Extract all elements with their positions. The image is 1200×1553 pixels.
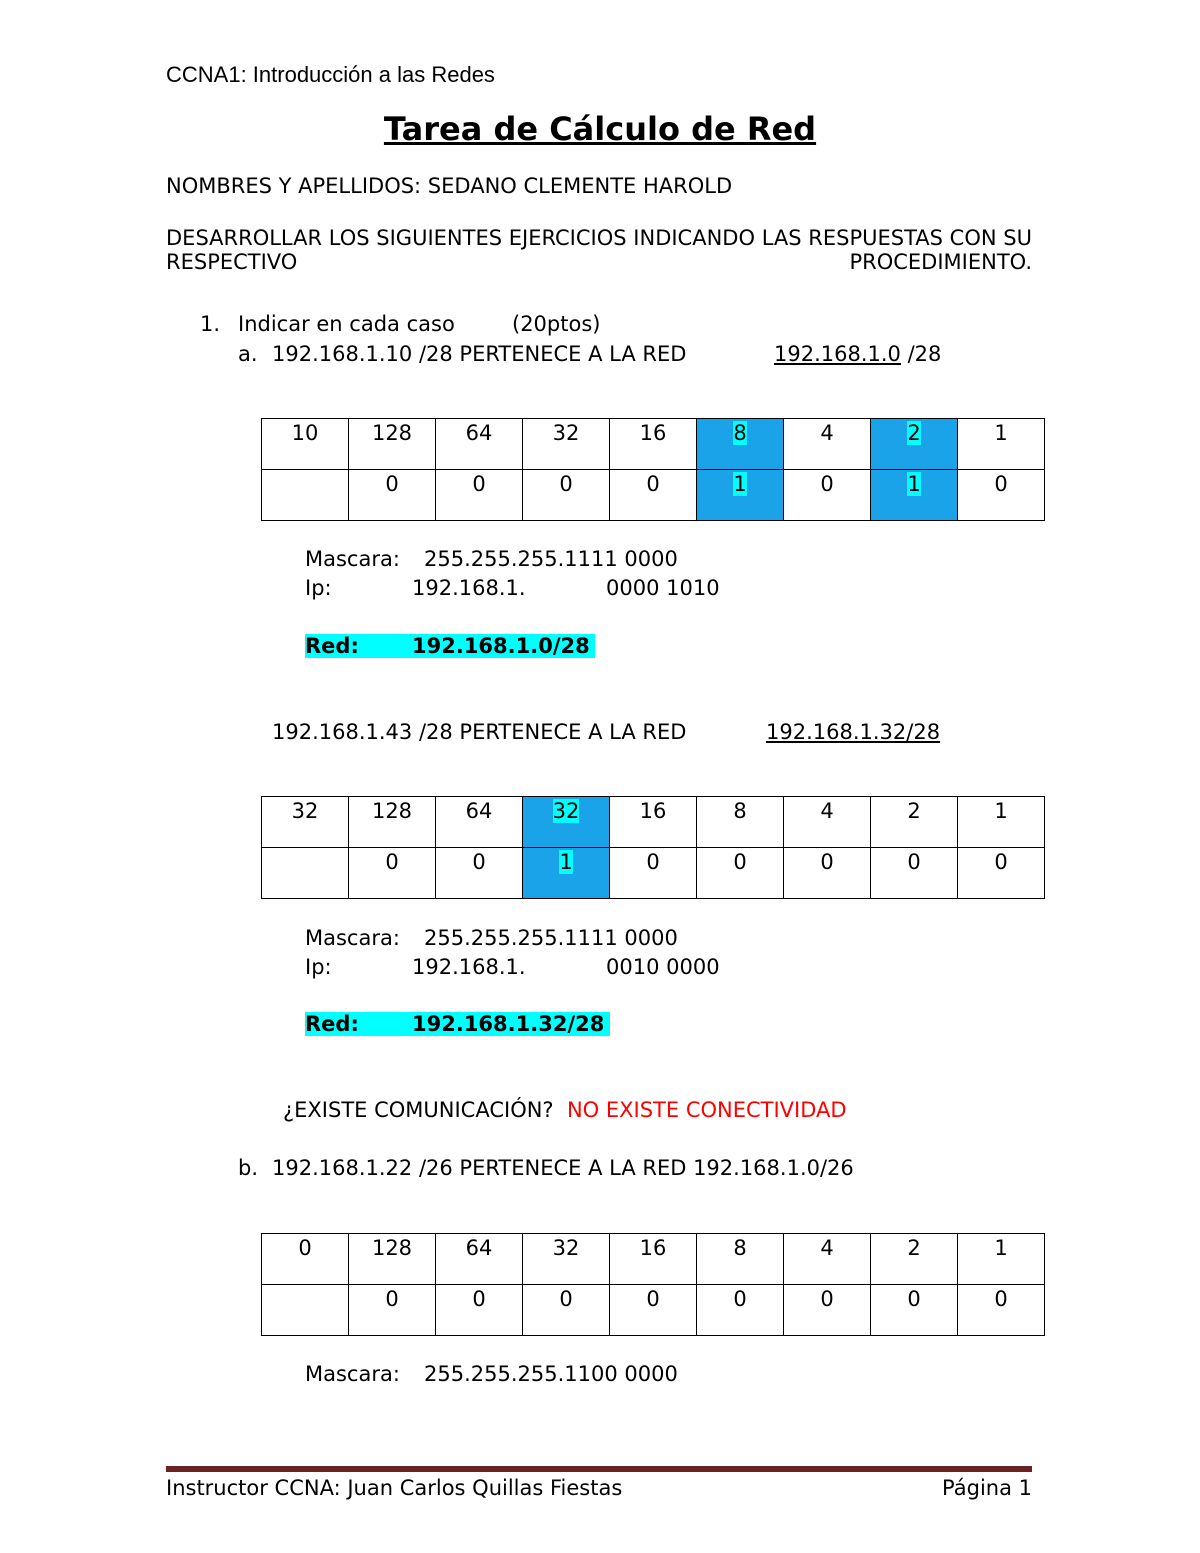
table-cell: 8 xyxy=(697,797,784,848)
table-row xyxy=(262,1234,1045,1285)
table-cell: 128 xyxy=(349,797,436,848)
part-b-mask-value: 255.255.255.1100 0000 xyxy=(424,1362,678,1386)
ip2-ip-label: Ip: xyxy=(305,955,332,979)
footer-divider xyxy=(166,1466,1032,1472)
bit-table-ip1 xyxy=(261,418,1045,521)
part-b-letter: b. xyxy=(238,1156,259,1180)
ip1-network-result xyxy=(305,634,595,658)
table-cell: 8 xyxy=(697,1234,784,1285)
part-b-statement: 192.168.1.22 /26 PERTENECE A LA RED 192.168.1.0/26 xyxy=(272,1156,854,1180)
table-cell: 0 xyxy=(958,470,1045,521)
table-cell: 0 xyxy=(958,848,1045,899)
part-a-ip1-answer xyxy=(774,342,941,366)
red-label: Red: xyxy=(305,634,359,658)
table-cell-highlighted xyxy=(697,470,784,521)
footer-instructor: Instructor CCNA: Juan Carlos Quillas Fiestas xyxy=(166,1476,623,1500)
table-cell-highlighted xyxy=(871,419,958,470)
title-text: Tarea de Cálculo de Red xyxy=(383,110,817,148)
table-cell: 0 xyxy=(610,848,697,899)
table-cell: 0 xyxy=(349,1285,436,1336)
table-cell: 0 xyxy=(436,470,523,521)
table-cell: 0 xyxy=(871,1285,958,1336)
part-a-ip2-statement: 192.168.1.43 /28 PERTENECE A LA RED xyxy=(272,720,687,744)
table-cell: 16 xyxy=(610,419,697,470)
student-name: NOMBRES Y APELLIDOS: SEDANO CLEMENTE HAROLD xyxy=(166,174,733,198)
ip2-network-result xyxy=(305,1012,610,1036)
bit-table-ip2 xyxy=(261,796,1045,899)
red-value: 192.168.1.32/28 xyxy=(412,1012,605,1036)
table-cell: 0 xyxy=(784,848,871,899)
cell-text: 1 xyxy=(733,472,747,496)
part-a-letter: a. xyxy=(238,342,258,366)
table-cell: 0 xyxy=(262,1234,349,1285)
table-cell: 0 xyxy=(523,470,610,521)
red-label: Red: xyxy=(305,1012,359,1036)
table-cell: 128 xyxy=(349,1234,436,1285)
table-cell: 2 xyxy=(871,1234,958,1285)
table-cell: 64 xyxy=(436,419,523,470)
table-cell-highlighted xyxy=(871,470,958,521)
table-cell: 0 xyxy=(958,1285,1045,1336)
cell-text: 1 xyxy=(907,472,921,496)
table-cell-highlighted xyxy=(697,419,784,470)
table-row xyxy=(262,419,1045,470)
ip1-ip-label: Ip: xyxy=(305,576,332,600)
table-cell: 0 xyxy=(610,470,697,521)
table-cell: 0 xyxy=(871,848,958,899)
table-cell xyxy=(262,470,349,521)
document-header: CCNA1: Introducción a las Redes xyxy=(166,62,495,87)
cell-text: 8 xyxy=(733,421,747,445)
ip2-ip-bits: 0010 0000 xyxy=(606,955,720,979)
table-cell: 1 xyxy=(958,797,1045,848)
table-cell xyxy=(262,1285,349,1336)
table-cell: 0 xyxy=(784,470,871,521)
page-title xyxy=(0,110,1200,148)
table-row xyxy=(262,470,1045,521)
table-cell: 0 xyxy=(784,1285,871,1336)
table-cell: 128 xyxy=(349,419,436,470)
ip1-ip-bits: 0000 1010 xyxy=(606,576,720,600)
instructions: DESARROLLAR LOS SIGUIENTES EJERCICIOS INDICANDO LAS RESPUESTAS CON SU RESPECTIVO PROCEDIMIENTO. xyxy=(166,226,1032,274)
footer-page-number: Página 1 xyxy=(942,1476,1032,1500)
table-cell: 0 xyxy=(523,1285,610,1336)
ip1-mask-label: Mascara: xyxy=(305,547,400,571)
ip1-answer-network: 192.168.1.0 xyxy=(774,342,901,366)
table-cell: 4 xyxy=(784,419,871,470)
table-cell: 64 xyxy=(436,797,523,848)
table-cell: 0 xyxy=(349,848,436,899)
table-row xyxy=(262,1285,1045,1336)
table-cell: 10 xyxy=(262,419,349,470)
table-cell xyxy=(262,848,349,899)
part-a-ip2-answer: 192.168.1.32/28 xyxy=(766,720,941,744)
cell-text: 1 xyxy=(559,850,573,874)
table-cell: 2 xyxy=(871,797,958,848)
table-cell: 4 xyxy=(784,797,871,848)
table-cell: 0 xyxy=(610,1285,697,1336)
table-cell: 0 xyxy=(697,848,784,899)
ip1-ip-prefix: 192.168.1. xyxy=(412,576,526,600)
part-a-ip1-statement: 192.168.1.10 /28 PERTENECE A LA RED xyxy=(272,342,687,366)
table-cell: 32 xyxy=(262,797,349,848)
table-cell-highlighted xyxy=(523,797,610,848)
ip1-mask-value: 255.255.255.1111 0000 xyxy=(424,547,678,571)
ip2-ip-prefix: 192.168.1. xyxy=(412,955,526,979)
table-cell: 0 xyxy=(697,1285,784,1336)
communication-question xyxy=(283,1098,847,1122)
q1-text: Indicar en cada caso xyxy=(238,312,455,336)
ip1-answer-suffix: /28 xyxy=(900,342,942,366)
cell-text: 2 xyxy=(907,421,921,445)
table-cell: 1 xyxy=(958,419,1045,470)
table-cell-highlighted xyxy=(523,848,610,899)
part-b-mask-label: Mascara: xyxy=(305,1362,400,1386)
ip2-mask-label: Mascara: xyxy=(305,926,400,950)
table-cell: 4 xyxy=(784,1234,871,1285)
table-row xyxy=(262,848,1045,899)
q1-number: 1. xyxy=(200,312,221,336)
table-cell: 16 xyxy=(610,797,697,848)
q1-points: (20ptos) xyxy=(512,312,601,336)
table-cell: 1 xyxy=(958,1234,1045,1285)
question-answer: NO EXISTE CONECTIVIDAD xyxy=(566,1098,847,1122)
table-cell: 64 xyxy=(436,1234,523,1285)
table-cell: 16 xyxy=(610,1234,697,1285)
table-cell: 32 xyxy=(523,1234,610,1285)
cell-text: 32 xyxy=(552,799,580,823)
ip2-mask-value: 255.255.255.1111 0000 xyxy=(424,926,678,950)
table-row xyxy=(262,797,1045,848)
table-cell: 32 xyxy=(523,419,610,470)
red-value: 192.168.1.0/28 xyxy=(412,634,590,658)
table-cell: 0 xyxy=(349,470,436,521)
table-cell: 0 xyxy=(436,848,523,899)
question-text: ¿EXISTE COMUNICACIÓN? xyxy=(283,1098,554,1122)
table-cell: 0 xyxy=(436,1285,523,1336)
bit-table-part-b xyxy=(261,1233,1045,1336)
